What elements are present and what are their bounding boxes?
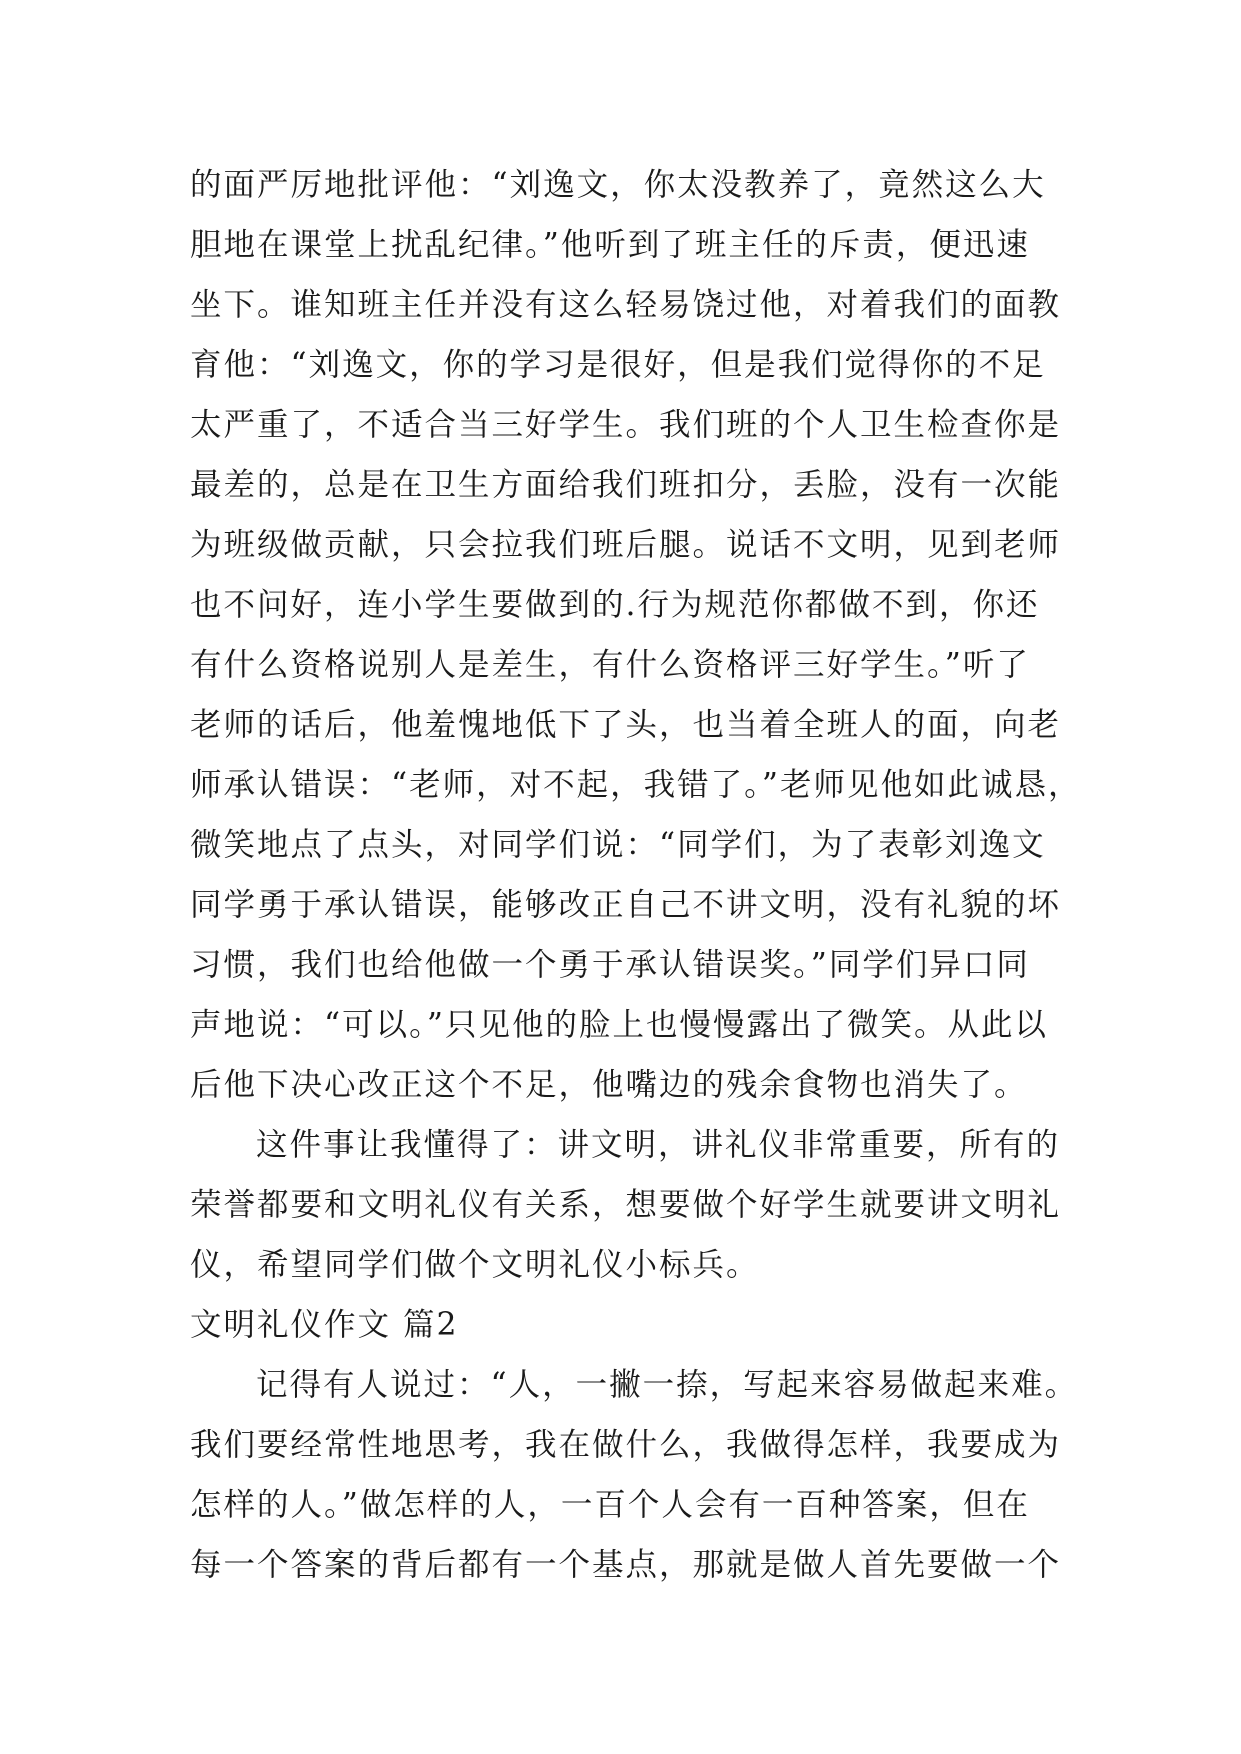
text-line: 的面严厉地批评他：“刘逸文，你太没教养了，竟然这么大 xyxy=(190,167,1046,203)
text-line: 微笑地点了点头，对同学们说：“同学们，为了表彰刘逸文 xyxy=(190,827,1046,863)
text-line: 同学勇于承认错误，能够改正自己不讲文明，没有礼貌的坏 xyxy=(190,887,1062,923)
text-line: 师承认错误：“老师，对不起，我错了。”老师见他如此诚恳， xyxy=(190,767,1082,803)
text-line: 老师的话后，他羞愧地低下了头，也当着全班人的面，向老 xyxy=(190,707,1062,743)
text-line: 也不问好，连小学生要做到的.行为规范你都做不到，你还 xyxy=(190,587,1040,623)
text-line: 荣誉都要和文明礼仪有关系，想要做个好学生就要讲文明礼 xyxy=(190,1187,1062,1223)
text-line: 有什么资格说别人是差生，有什么资格评三好学生。”听了 xyxy=(190,647,1030,683)
text-line: 声地说：“可以。”只见他的脸上也慢慢露出了微笑。从此以 xyxy=(190,1007,1048,1043)
text-line: 我们要经常性地思考，我在做什么，我做得怎样，我要成为 xyxy=(190,1427,1062,1463)
text-line: 坐下。谁知班主任并没有这么轻易饶过他，对着我们的面教 xyxy=(190,287,1062,323)
text-line: 育他：“刘逸文，你的学习是很好，但是我们觉得你的不足 xyxy=(190,347,1046,383)
text-line: 太严重了，不适合当三好学生。我们班的个人卫生检查你是 xyxy=(190,407,1062,443)
text-line: 胆地在课堂上扰乱纪律。”他听到了班主任的斥责，便迅速 xyxy=(190,227,1030,263)
text-line: 文明礼仪作文 篇2 xyxy=(190,1307,459,1343)
text-line: 这件事让我懂得了：讲文明，讲礼仪非常重要，所有的 xyxy=(256,1127,1061,1163)
text-line: 最差的，总是在卫生方面给我们班扣分，丢脸，没有一次能 xyxy=(190,467,1062,503)
text-line: 记得有人说过：“人，一撇一捺，写起来容易做起来难。 xyxy=(256,1367,1079,1403)
text-line: 为班级做贡献，只会拉我们班后腿。说话不文明，见到老师 xyxy=(190,527,1062,563)
body-text xyxy=(190,155,1082,1595)
text-line: 怎样的人。”做怎样的人，一百个人会有一百种答案，但在 xyxy=(190,1487,1030,1523)
text-line: 后他下决心改正这个不足，他嘴边的残余食物也消失了。 xyxy=(190,1067,1028,1103)
text-line: 每一个答案的背后都有一个基点，那就是做人首先要做一个 xyxy=(190,1547,1062,1583)
text-line: 仪，希望同学们做个文明礼仪小标兵。 xyxy=(190,1247,760,1283)
text-line: 习惯，我们也给他做一个勇于承认错误奖。”同学们异口同 xyxy=(190,947,1030,983)
